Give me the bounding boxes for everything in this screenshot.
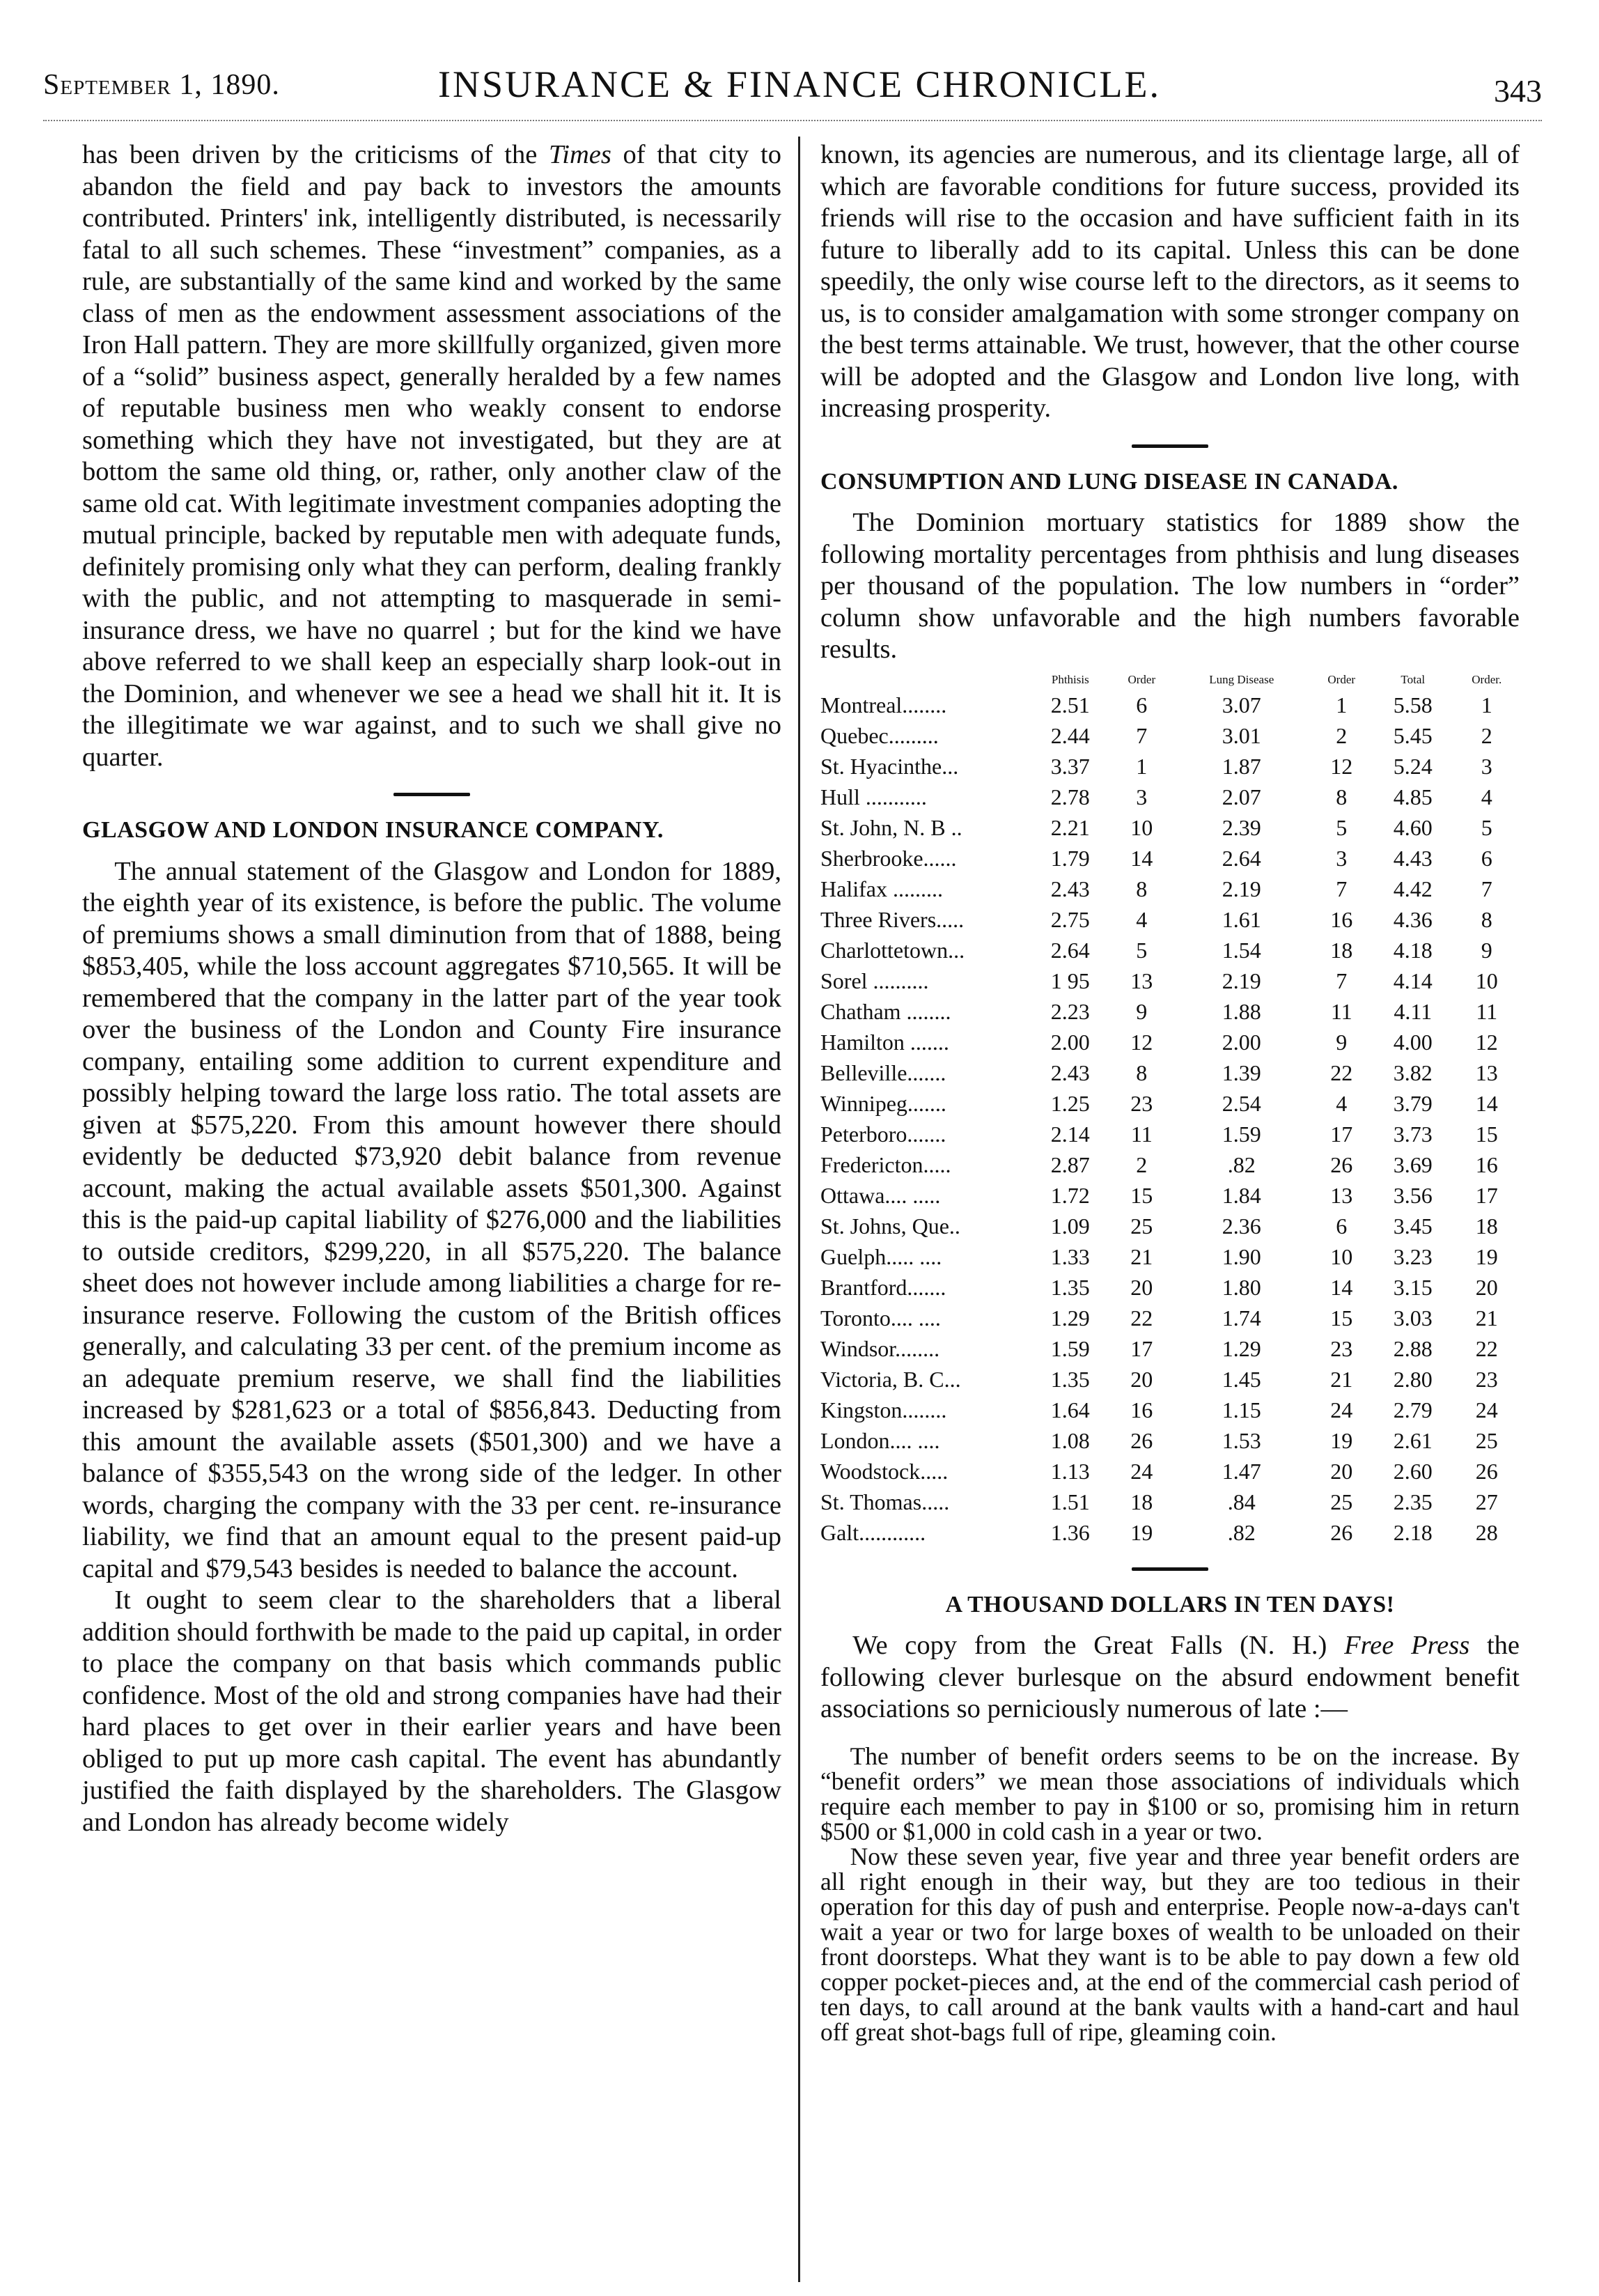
total-rate: 3.82 xyxy=(1393,1060,1433,1085)
phthisis-order: 21 xyxy=(1130,1243,1153,1269)
city-name: St. Hyacinthe... xyxy=(820,753,959,779)
total-rate: 5.58 xyxy=(1393,692,1433,718)
phthisis-order: 2 xyxy=(1136,1151,1148,1177)
total-rate: 3.79 xyxy=(1393,1090,1433,1116)
column-header: Order xyxy=(1128,672,1156,686)
phthisis-rate: 1.79 xyxy=(1050,845,1090,871)
lung-disease-order: 20 xyxy=(1330,1458,1353,1484)
phthisis-order: 20 xyxy=(1130,1274,1153,1300)
lung-disease-rate: .82 xyxy=(1227,1151,1256,1177)
total-order: 11 xyxy=(1476,998,1498,1024)
quote-paragraph: Now these seven year, five year and three year benefit orders are all right enough in their way, but they are too tedious in their operation for this day of push and enterprise. People now-a-days can't wait a year or two for large boxes of wealth to be unloaded on their front doorsteps. What they want is to be able to pay down a few old copper pocket-pieces and, at the end of the commercial cash period of ten days, to call around at the bank vaults with a hand-cart and haul off great shot-bags full of ripe, gleaming coin. xyxy=(820,1842,1520,2046)
phthisis-order: 9 xyxy=(1136,998,1148,1024)
lung-disease-order: 11 xyxy=(1330,998,1352,1024)
city-name: London.... .... xyxy=(820,1427,940,1453)
lung-disease-rate: 3.07 xyxy=(1222,692,1261,718)
total-rate: 4.14 xyxy=(1393,968,1433,993)
phthisis-order: 4 xyxy=(1136,906,1148,932)
phthisis-rate: 2.75 xyxy=(1050,906,1090,932)
lung-disease-rate: 1.90 xyxy=(1222,1243,1261,1269)
lung-disease-order: 4 xyxy=(1336,1090,1348,1116)
table-row xyxy=(820,935,1520,965)
lung-disease-rate: .82 xyxy=(1227,1519,1256,1545)
total-order: 25 xyxy=(1475,1427,1498,1453)
city-name: Guelph..... .... xyxy=(820,1243,942,1269)
phthisis-rate: 3.37 xyxy=(1050,753,1090,779)
quoted-burlesque xyxy=(820,1744,1520,2045)
lung-disease-order: 5 xyxy=(1336,814,1348,840)
lung-disease-rate: 1.53 xyxy=(1222,1427,1261,1453)
lung-disease-order: 21 xyxy=(1330,1366,1353,1392)
phthisis-rate: 1.09 xyxy=(1050,1213,1090,1239)
phthisis-rate: 2.43 xyxy=(1050,876,1090,901)
lung-disease-rate: .84 xyxy=(1227,1489,1256,1514)
table-row xyxy=(820,812,1520,843)
total-rate: 3.69 xyxy=(1393,1151,1433,1177)
total-rate: 5.45 xyxy=(1393,722,1433,748)
city-name: Ottawa.... ..... xyxy=(820,1182,941,1208)
table-row xyxy=(820,751,1520,782)
lung-disease-order: 7 xyxy=(1336,968,1348,993)
publication-title: INSURANCE & FINANCE CHRONICLE. xyxy=(437,63,1162,105)
table-row xyxy=(820,720,1520,751)
glasgow-paragraph: The annual statement of the Glasgow and London for 1889, the eighth year of its existence, is before the public. The volume of premiums shows a small diminution from that of 1888, being $853,405, while the loss account aggregates $710,565. It will be remembered that the company in the latter part of the year took over the business of the London and County Fire insurance company, entailing some addition to current expenditure and possibly helping toward the large loss ratio. The total assets are given at $575,220. From this amount however there should evidently be deducted $73,920 debit balance from revenue account, making the actual available assets $501,300. Against this is the paid-up capital liability of $276,000 and the liabilities to outside creditors, $299,220, in all $575,220. The balance sheet does not however include among liabilities a charge for re-insurance reserve. Following the custom of the British offices generally, and calculating 33 per cent. of the premium income as an adequate premium reserve, we shall find the liabilities increased by $281,623 or a total of $856,843. Deducting from this amount the available assets ($501,300) and we have a balance of $355,543 on the wrong side of the ledger. In other words, charging the company with the 33 per cent. re-insurance liability, we find that an amount equal to the present paid-up capital and $79,543 besides is needed to balance the account. xyxy=(82,856,781,1583)
table-row xyxy=(820,782,1520,812)
glasgow-paragraph: It ought to seem clear to the shareholders that a liberal addition should forthwith be made to the paid up capital, in order to place the company on that basis which commands public confidence. Most of the old and strong companies have had their hard places to get over in their earlier years and have been obliged to put up more cash capital. The event has abundantly justified the faith displayed by the shareholders. The Glasgow and London has already become widely xyxy=(82,1585,781,1837)
total-rate: 2.61 xyxy=(1393,1427,1433,1453)
total-rate: 4.43 xyxy=(1393,845,1433,871)
phthisis-order: 3 xyxy=(1136,784,1148,809)
lung-disease-order: 2 xyxy=(1336,722,1348,748)
table-row xyxy=(820,1088,1520,1119)
city-name: Quebec......... xyxy=(820,722,939,748)
phthisis-order: 18 xyxy=(1130,1489,1153,1514)
thousand-dollars-intro xyxy=(820,1630,1520,1725)
lung-disease-order: 19 xyxy=(1330,1427,1353,1453)
section-separator xyxy=(1132,1567,1208,1571)
lung-disease-rate: 3.01 xyxy=(1222,722,1261,748)
phthisis-rate: 1.13 xyxy=(1050,1458,1090,1484)
lung-disease-order: 25 xyxy=(1330,1489,1353,1514)
text-span: has been driven by the criticisms of the xyxy=(82,140,549,169)
city-name: Sherbrooke...... xyxy=(820,845,957,871)
mortality-table xyxy=(820,670,1520,1548)
phthisis-order: 17 xyxy=(1130,1335,1153,1361)
lung-disease-order: 13 xyxy=(1330,1182,1353,1208)
total-order: 3 xyxy=(1481,753,1492,779)
total-rate: 4.60 xyxy=(1393,814,1433,840)
total-order: 17 xyxy=(1475,1182,1498,1208)
phthisis-rate: 1.64 xyxy=(1050,1397,1090,1422)
text-span: of that city to abandon the field and pay back to investors the amounts contributed. Printers' ink, intelligently distributed, is necessarily fatal to all such schemes. These “investment” companies, as a rule, are substantially of the same kind and worked by the same class of men as the endowment assessment associations of the Iron Hall pattern. They are more skillfully organized, given more of a “solid” business aspect, generally heralded by a few names of reputable business men who weakly consent to endorse something which they have not investigated, but they are at bottom the same old thing, or, rather, only another claw of the same old cat. With legitimate investment companies adopting the mutual principle, backed by reputable men with adequate funds, definitely promising only what they can perform, dealing frankly with the public, and not attempting to masquerade in semi-insurance dress, we have no quarrel ; but for the kind we have above referred to we shall keep an especially sharp look-out in the Dominion, and whenever we see a head we shall hit it. It is the illegitimate we war against, and to such we shall give no quarter. xyxy=(82,140,781,772)
total-order: 5 xyxy=(1481,814,1492,840)
total-order: 26 xyxy=(1475,1458,1498,1484)
table-row xyxy=(820,1272,1520,1303)
header-rule xyxy=(43,120,1542,121)
lung-disease-order: 17 xyxy=(1330,1121,1353,1147)
lung-disease-order: 6 xyxy=(1336,1213,1348,1239)
lung-disease-rate: 2.00 xyxy=(1222,1029,1261,1055)
phthisis-order: 10 xyxy=(1130,814,1153,840)
total-order: 12 xyxy=(1475,1029,1498,1055)
lung-disease-rate: 1.39 xyxy=(1222,1060,1261,1085)
total-order: 9 xyxy=(1481,937,1492,963)
phthisis-rate: 1.51 xyxy=(1050,1489,1090,1514)
phthisis-rate: 2.87 xyxy=(1050,1151,1090,1177)
total-rate: 4.85 xyxy=(1393,784,1433,809)
left-column xyxy=(82,139,781,1838)
city-name: Victoria, B. C... xyxy=(820,1366,961,1392)
table-body xyxy=(820,690,1520,1548)
total-rate: 4.36 xyxy=(1393,906,1433,932)
phthisis-rate: 1.29 xyxy=(1050,1305,1090,1331)
total-rate: 4.18 xyxy=(1393,937,1433,963)
lung-disease-rate: 2.39 xyxy=(1222,814,1261,840)
table-row xyxy=(820,1211,1520,1241)
lung-disease-rate: 1.59 xyxy=(1222,1121,1261,1147)
newspaper-name: Free Press xyxy=(1344,1631,1470,1660)
total-rate: 3.03 xyxy=(1393,1305,1433,1331)
city-name: Fredericton..... xyxy=(820,1151,951,1177)
section-separator xyxy=(1132,444,1208,448)
lung-disease-order: 22 xyxy=(1330,1060,1353,1085)
lung-disease-order: 1 xyxy=(1336,692,1348,718)
lung-disease-order: 12 xyxy=(1330,753,1353,779)
column-header: Order xyxy=(1327,672,1356,686)
total-rate: 2.18 xyxy=(1393,1519,1433,1545)
table-row xyxy=(820,996,1520,1027)
phthisis-rate: 2.00 xyxy=(1050,1029,1090,1055)
city-name: Galt............ xyxy=(820,1519,926,1545)
column-header: Order. xyxy=(1472,672,1502,686)
city-name: Hull ........... xyxy=(820,784,927,809)
lung-disease-rate: 1.29 xyxy=(1222,1335,1261,1361)
city-name: Brantford....... xyxy=(820,1274,946,1300)
phthisis-rate: 2.43 xyxy=(1050,1060,1090,1085)
phthisis-order: 7 xyxy=(1136,722,1148,748)
phthisis-rate: 2.51 xyxy=(1050,692,1090,718)
total-order: 6 xyxy=(1481,845,1492,871)
total-rate: 3.23 xyxy=(1393,1243,1433,1269)
lung-disease-order: 14 xyxy=(1330,1274,1353,1300)
section-separator xyxy=(393,793,470,796)
phthisis-rate: 1.35 xyxy=(1050,1366,1090,1392)
phthisis-rate: 1.59 xyxy=(1050,1335,1090,1361)
city-name: St. Thomas..... xyxy=(820,1489,950,1514)
table-row xyxy=(820,1027,1520,1057)
total-order: 27 xyxy=(1475,1489,1498,1514)
phthisis-rate: 1.36 xyxy=(1050,1519,1090,1545)
phthisis-rate: 2.78 xyxy=(1050,784,1090,809)
total-order: 18 xyxy=(1475,1213,1498,1239)
total-rate: 3.73 xyxy=(1393,1121,1433,1147)
lung-disease-rate: 1.80 xyxy=(1222,1274,1261,1300)
table-row xyxy=(820,843,1520,874)
column-header: Total xyxy=(1401,672,1426,686)
table-row xyxy=(820,1303,1520,1333)
total-order: 8 xyxy=(1481,906,1492,932)
total-rate: 2.79 xyxy=(1393,1397,1433,1422)
total-order: 7 xyxy=(1481,876,1492,901)
city-name: Three Rivers..... xyxy=(820,906,965,932)
city-name: Kingston........ xyxy=(820,1397,947,1422)
table-row xyxy=(820,1517,1520,1548)
column-header: Phthisis xyxy=(1051,672,1089,686)
total-order: 14 xyxy=(1475,1090,1498,1116)
phthisis-rate: 2.14 xyxy=(1050,1121,1090,1147)
lung-disease-rate: 1.88 xyxy=(1222,998,1261,1024)
total-order: 23 xyxy=(1475,1366,1498,1392)
city-name: Toronto.... .... xyxy=(820,1305,941,1331)
phthisis-order: 24 xyxy=(1130,1458,1153,1484)
phthisis-rate: 2.21 xyxy=(1050,814,1090,840)
phthisis-order: 20 xyxy=(1130,1366,1153,1392)
lung-disease-order: 15 xyxy=(1330,1305,1353,1331)
phthisis-rate: 2.44 xyxy=(1050,722,1090,748)
phthisis-order: 19 xyxy=(1130,1519,1153,1545)
lung-disease-order: 16 xyxy=(1330,906,1353,932)
total-rate: 3.56 xyxy=(1393,1182,1433,1208)
total-order: 2 xyxy=(1481,722,1492,748)
phthisis-rate: 2.64 xyxy=(1050,937,1090,963)
table-row xyxy=(820,1149,1520,1180)
lung-disease-order: 9 xyxy=(1336,1029,1348,1055)
total-rate: 5.24 xyxy=(1393,753,1433,779)
phthisis-order: 14 xyxy=(1130,845,1153,871)
total-rate: 2.60 xyxy=(1393,1458,1433,1484)
phthisis-order: 22 xyxy=(1130,1305,1153,1331)
total-order: 20 xyxy=(1475,1274,1498,1300)
phthisis-order: 6 xyxy=(1136,692,1148,718)
quote-paragraph: The number of benefit orders seems to be on the increase. By “benefit orders” we mean those associations of individuals which require each member to pay in $100 or so, promising him in return $500 or $1,000 in cold cash in a year or two. xyxy=(820,1742,1520,1845)
page-header xyxy=(0,0,1599,111)
lung-disease-rate: 2.19 xyxy=(1222,876,1261,901)
table-row xyxy=(820,965,1520,996)
phthisis-order: 13 xyxy=(1130,968,1153,993)
city-name: Sorel .......... xyxy=(820,968,929,993)
table-row xyxy=(820,1180,1520,1211)
city-name: St. Johns, Que.. xyxy=(820,1213,960,1239)
phthisis-order: 26 xyxy=(1130,1427,1153,1453)
total-rate: 4.11 xyxy=(1394,998,1433,1024)
total-order: 24 xyxy=(1475,1397,1498,1422)
total-order: 22 xyxy=(1475,1335,1498,1361)
issue-date: September 1, 1890. xyxy=(43,69,280,101)
page-number: 343 xyxy=(1494,73,1542,109)
city-name: Windsor........ xyxy=(820,1335,940,1361)
lung-disease-rate: 1.15 xyxy=(1222,1397,1261,1422)
column-divider xyxy=(798,137,800,2282)
lung-disease-order: 3 xyxy=(1336,845,1348,871)
table-row xyxy=(820,1487,1520,1517)
city-name: St. John, N. B .. xyxy=(820,814,962,840)
city-name: Chatham ........ xyxy=(820,998,951,1024)
thousand-dollars-heading: A THOUSAND DOLLARS IN TEN DAYS! xyxy=(945,1591,1395,1618)
phthisis-order: 11 xyxy=(1130,1121,1153,1147)
total-rate: 4.42 xyxy=(1393,876,1433,901)
lung-disease-order: 8 xyxy=(1336,784,1348,809)
total-order: 4 xyxy=(1481,784,1492,809)
table-row xyxy=(820,690,1520,720)
total-rate: 3.45 xyxy=(1393,1213,1433,1239)
total-order: 10 xyxy=(1475,968,1498,993)
phthisis-rate: 1.08 xyxy=(1050,1427,1090,1453)
table-row xyxy=(820,904,1520,935)
phthisis-order: 5 xyxy=(1136,937,1148,963)
total-rate: 4.00 xyxy=(1393,1029,1433,1055)
table-row xyxy=(820,1364,1520,1395)
city-name: Charlottetown... xyxy=(820,937,965,963)
table-row xyxy=(820,1456,1520,1487)
phthisis-rate: 1.25 xyxy=(1050,1090,1090,1116)
table-row xyxy=(820,1395,1520,1425)
table-header-row xyxy=(820,670,1520,690)
phthisis-rate: 2.23 xyxy=(1050,998,1090,1024)
city-name: Montreal........ xyxy=(820,692,947,718)
lung-disease-order: 26 xyxy=(1330,1519,1353,1545)
city-name: Peterboro....... xyxy=(820,1121,946,1147)
right-column xyxy=(820,139,1520,2045)
consumption-heading: CONSUMPTION AND LUNG DISEASE IN CANADA. xyxy=(820,468,1398,495)
glasgow-continuation: known, its agencies are numerous, and its clientage large, all of which are favorable conditions for future success, provided its friends will rise to the occasion and have sufficient faith in its future to liberally add to its capital. Unless this can be done speedily, the only wise course left to the directors, as it seems to us, is to consider amalgamation with some stronger company on the best terms attainable. We trust, however, that the other course will be adopted and the Glasgow and London live long, with increasing prosperity. xyxy=(820,140,1520,423)
lung-disease-rate: 2.19 xyxy=(1222,968,1261,993)
total-order: 21 xyxy=(1475,1305,1498,1331)
table-row xyxy=(820,1241,1520,1272)
phthisis-order: 15 xyxy=(1130,1182,1153,1208)
investment-companies-continuation xyxy=(82,139,781,773)
text-span: We copy from the Great Falls (N. H.) xyxy=(852,1631,1345,1660)
total-rate: 2.88 xyxy=(1393,1335,1433,1361)
table-row xyxy=(820,1057,1520,1088)
lung-disease-rate: 1.54 xyxy=(1222,937,1261,963)
column-header xyxy=(820,670,1029,690)
city-name: Belleville....... xyxy=(820,1060,946,1085)
city-name: Halifax ......... xyxy=(820,876,943,901)
phthisis-order: 8 xyxy=(1136,1060,1148,1085)
phthisis-rate: 1.33 xyxy=(1050,1243,1090,1269)
table-row xyxy=(820,1333,1520,1364)
city-name: Woodstock..... xyxy=(820,1458,949,1484)
total-order: 15 xyxy=(1475,1121,1498,1147)
glasgow-heading: GLASGOW AND LONDON INSURANCE COMPANY. xyxy=(82,817,664,843)
total-order: 16 xyxy=(1475,1151,1498,1177)
phthisis-rate: 1 95 xyxy=(1050,968,1090,993)
consumption-intro: The Dominion mortuary statistics for 1889 show the following mortality percentages from phthisis and lung diseases per thousand of the population. The low numbers in “order” column show unfavorable and the high numbers favorable results. xyxy=(820,508,1520,664)
total-order: 19 xyxy=(1475,1243,1498,1269)
lung-disease-rate: 2.36 xyxy=(1222,1213,1261,1239)
lung-disease-order: 24 xyxy=(1330,1397,1353,1422)
phthisis-order: 1 xyxy=(1136,753,1148,779)
phthisis-rate: 1.35 xyxy=(1050,1274,1090,1300)
city-name: Winnipeg....... xyxy=(820,1090,946,1116)
lung-disease-rate: 1.74 xyxy=(1222,1305,1261,1331)
total-rate: 2.80 xyxy=(1393,1366,1433,1392)
city-name: Hamilton ....... xyxy=(820,1029,949,1055)
total-rate: 2.35 xyxy=(1393,1489,1433,1514)
phthisis-order: 8 xyxy=(1136,876,1148,901)
lung-disease-order: 26 xyxy=(1330,1151,1353,1177)
table-row xyxy=(820,874,1520,904)
lung-disease-rate: 1.47 xyxy=(1222,1458,1261,1484)
phthisis-order: 23 xyxy=(1130,1090,1153,1116)
lung-disease-rate: 2.64 xyxy=(1222,845,1261,871)
phthisis-order: 16 xyxy=(1130,1397,1153,1422)
total-order: 13 xyxy=(1475,1060,1498,1085)
lung-disease-rate: 2.07 xyxy=(1222,784,1261,809)
phthisis-rate: 1.72 xyxy=(1050,1182,1090,1208)
lung-disease-rate: 1.61 xyxy=(1222,906,1261,932)
newspaper-name: Times xyxy=(549,140,611,169)
table-row xyxy=(820,1425,1520,1456)
total-rate: 3.15 xyxy=(1393,1274,1433,1300)
lung-disease-rate: 1.45 xyxy=(1222,1366,1261,1392)
lung-disease-order: 7 xyxy=(1336,876,1348,901)
table-row xyxy=(820,1119,1520,1149)
phthisis-order: 25 xyxy=(1130,1213,1153,1239)
total-order: 1 xyxy=(1481,692,1492,718)
lung-disease-rate: 1.87 xyxy=(1222,753,1261,779)
lung-disease-order: 18 xyxy=(1330,937,1353,963)
lung-disease-rate: 1.84 xyxy=(1222,1182,1261,1208)
text-span: the following clever burlesque on the absurd endowment benefit associations so perniciously numerous of late :— xyxy=(820,1631,1520,1723)
lung-disease-order: 23 xyxy=(1330,1335,1353,1361)
lung-disease-rate: 2.54 xyxy=(1222,1090,1261,1116)
column-header: Lung Disease xyxy=(1209,672,1274,686)
lung-disease-order: 10 xyxy=(1330,1243,1353,1269)
total-order: 28 xyxy=(1475,1519,1498,1545)
phthisis-order: 12 xyxy=(1130,1029,1153,1055)
